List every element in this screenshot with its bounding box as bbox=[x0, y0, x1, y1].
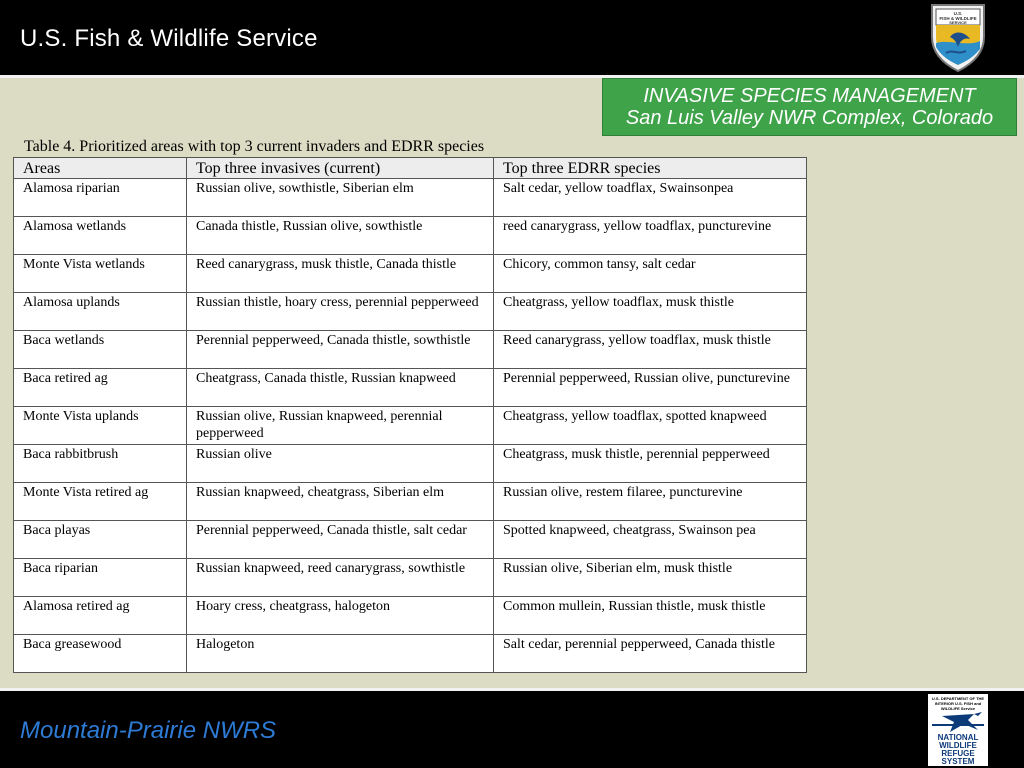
fws-shield-logo bbox=[928, 3, 988, 73]
current-invasives-cell: Russian olive bbox=[187, 445, 494, 483]
edrr-species-cell: Cheatgrass, musk thistle, perennial pepperweed bbox=[494, 445, 807, 483]
header-bar bbox=[0, 0, 1024, 78]
slide-content bbox=[0, 78, 1024, 688]
table-row bbox=[14, 293, 807, 331]
edrr-species-cell: reed canarygrass, yellow toadflax, puncturevine bbox=[494, 217, 807, 255]
table-row bbox=[14, 217, 807, 255]
edrr-species-cell: Cheatgrass, yellow toadflax, spotted knapweed bbox=[494, 407, 807, 445]
edrr-species-cell: Spotted knapweed, cheatgrass, Swainson pea bbox=[494, 521, 807, 559]
current-invasives-cell: Russian olive, sowthistle, Siberian elm bbox=[187, 179, 494, 217]
column-header-edrr-species: Top three EDRR species bbox=[494, 158, 807, 179]
current-invasives-cell: Russian olive, Russian knapweed, perennial pepperweed bbox=[187, 407, 494, 445]
area-cell: Monte Vista wetlands bbox=[14, 255, 187, 293]
current-invasives-cell: Halogeton bbox=[187, 635, 494, 673]
area-cell: Alamosa riparian bbox=[14, 179, 187, 217]
table-row bbox=[14, 331, 807, 369]
area-cell: Alamosa wetlands bbox=[14, 217, 187, 255]
edrr-species-cell: Perennial pepperweed, Russian olive, puncturevine bbox=[494, 369, 807, 407]
nwrs-logo bbox=[928, 694, 988, 766]
area-cell: Monte Vista retired ag bbox=[14, 483, 187, 521]
column-header-areas: Areas bbox=[14, 158, 187, 179]
table-row bbox=[14, 445, 807, 483]
footer-title: Mountain-Prairie NWRS bbox=[20, 717, 277, 744]
svg-text:U.S.: U.S. bbox=[953, 11, 963, 16]
edrr-species-cell: Common mullein, Russian thistle, musk thistle bbox=[494, 597, 807, 635]
table-row bbox=[14, 597, 807, 635]
column-header-current-invasives: Top three invasives (current) bbox=[187, 158, 494, 179]
current-invasives-cell: Reed canarygrass, musk thistle, Canada thistle bbox=[187, 255, 494, 293]
area-cell: Monte Vista uplands bbox=[14, 407, 187, 445]
topic-banner bbox=[602, 78, 1017, 136]
current-invasives-cell: Russian knapweed, reed canarygrass, sowthistle bbox=[187, 559, 494, 597]
area-cell: Baca retired ag bbox=[14, 369, 187, 407]
current-invasives-cell: Hoary cress, cheatgrass, halogeton bbox=[187, 597, 494, 635]
footer-bar bbox=[0, 688, 1024, 768]
area-cell: Alamosa retired ag bbox=[14, 597, 187, 635]
current-invasives-cell: Russian knapweed, cheatgrass, Siberian elm bbox=[187, 483, 494, 521]
nwrs-logo-text: NATIONAL WILDLIFE REFUGE SYSTEM bbox=[937, 733, 979, 766]
area-cell: Alamosa uplands bbox=[14, 293, 187, 331]
area-cell: Baca rabbitbrush bbox=[14, 445, 187, 483]
invasives-table bbox=[13, 157, 807, 673]
nwrs-logo-agency-text: U.S. DEPARTMENT OF THE INTERIOR U.S. FISH and WILDLIFE Service bbox=[931, 696, 985, 711]
current-invasives-cell: Perennial pepperweed, Canada thistle, sowthistle bbox=[187, 331, 494, 369]
edrr-species-cell: Salt cedar, perennial pepperweed, Canada thistle bbox=[494, 635, 807, 673]
current-invasives-cell: Perennial pepperweed, Canada thistle, salt cedar bbox=[187, 521, 494, 559]
edrr-species-cell: Chicory, common tansy, salt cedar bbox=[494, 255, 807, 293]
table-row bbox=[14, 559, 807, 597]
edrr-species-cell: Salt cedar, yellow toadflax, Swainsonpea bbox=[494, 179, 807, 217]
table-row bbox=[14, 407, 807, 445]
table-row bbox=[14, 635, 807, 673]
table-row bbox=[14, 521, 807, 559]
table-caption: Table 4. Prioritized areas with top 3 current invaders and EDRR species bbox=[24, 138, 485, 155]
current-invasives-cell: Canada thistle, Russian olive, sowthistle bbox=[187, 217, 494, 255]
table-header-row bbox=[14, 158, 807, 179]
edrr-species-cell: Reed canarygrass, yellow toadflax, musk thistle bbox=[494, 331, 807, 369]
edrr-species-cell: Russian olive, Siberian elm, musk thistle bbox=[494, 559, 807, 597]
banner-title: INVASIVE SPECIES MANAGEMENT bbox=[643, 85, 976, 107]
current-invasives-cell: Russian thistle, hoary cress, perennial pepperweed bbox=[187, 293, 494, 331]
edrr-species-cell: Cheatgrass, yellow toadflax, musk thistle bbox=[494, 293, 807, 331]
area-cell: Baca wetlands bbox=[14, 331, 187, 369]
area-cell: Baca greasewood bbox=[14, 635, 187, 673]
svg-text:SERVICE: SERVICE bbox=[949, 20, 967, 25]
table-row bbox=[14, 255, 807, 293]
table-row bbox=[14, 483, 807, 521]
banner-subtitle: San Luis Valley NWR Complex, Colorado bbox=[625, 107, 994, 129]
table-row bbox=[14, 179, 807, 217]
edrr-species-cell: Russian olive, restem filaree, puncturevine bbox=[494, 483, 807, 521]
svg-text:FISH & WILDLIFE: FISH & WILDLIFE bbox=[939, 16, 977, 21]
area-cell: Baca playas bbox=[14, 521, 187, 559]
table-row bbox=[14, 369, 807, 407]
current-invasives-cell: Cheatgrass, Canada thistle, Russian knapweed bbox=[187, 369, 494, 407]
agency-title: U.S. Fish & Wildlife Service bbox=[20, 25, 318, 52]
area-cell: Baca riparian bbox=[14, 559, 187, 597]
